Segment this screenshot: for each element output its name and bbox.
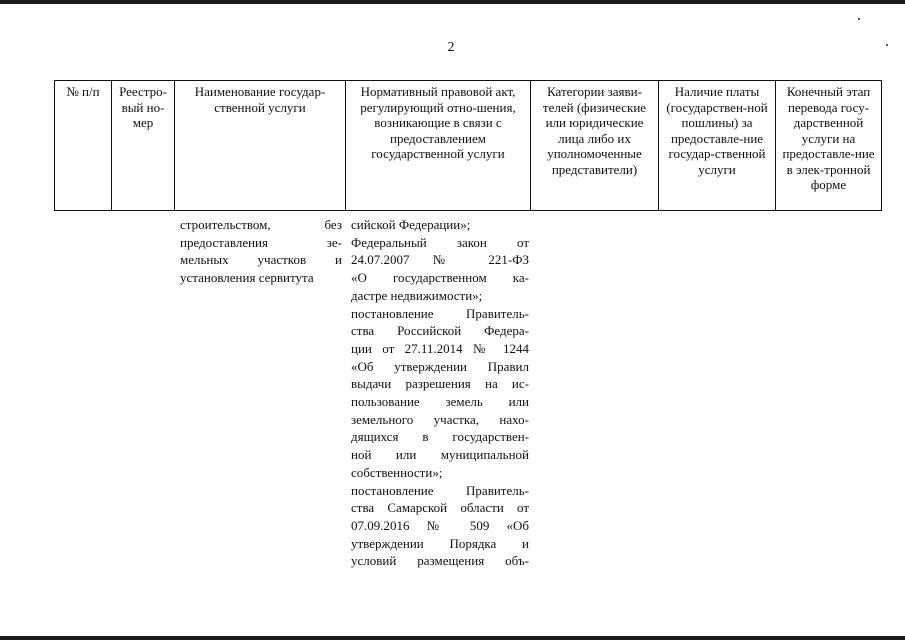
text-line: выдачи разрешения на ис- (351, 376, 529, 392)
service-name-cell (180, 216, 342, 287)
text-line: ции от 27.11.2014 № 1244 (351, 340, 529, 356)
text-line: собственности»; (351, 464, 443, 480)
text-line: земельного участка, нахо- (351, 411, 529, 427)
page-number: 2 (447, 40, 455, 55)
text-line: строительством, без (180, 217, 342, 232)
text-line: предоставления зе- (180, 234, 342, 250)
text-line: Федеральный закон от (351, 234, 529, 250)
text-line: «О государственном ка- (351, 270, 529, 286)
header-fee: Наличие платы (государствен-ной пошлины) за предоставле-ние государ-ственной услуги (659, 81, 776, 211)
table-header-row (55, 81, 882, 211)
header-applicant-categories: Категории заяви-телей (физические или юридические лица либо их уполномоченные представители) (531, 81, 659, 211)
text-line: пользование земель или (351, 394, 529, 410)
text-line: ства Самарской области от (351, 500, 529, 516)
header-service-name: Наименование государ-ственной услуги (175, 81, 346, 211)
text-line: постановление Правитель- (351, 482, 529, 498)
text-line: ства Российской Федера- (351, 323, 529, 339)
header-final-stage: Конечный этап перевода госу-дарственной услуги на предоставле-ние в элек-тронной форме (776, 81, 882, 211)
scan-edge-bottom (0, 636, 905, 640)
scan-edge-top (0, 0, 905, 4)
text-line: «Об утверждении Правил (351, 358, 529, 374)
header-registry-number: Реестро-вый но-мер (112, 81, 175, 211)
header-number: № п/п (55, 81, 112, 211)
text-line: сийской Федерации»; (351, 217, 471, 232)
scan-speck (858, 18, 860, 20)
header-legal-act: Нормативный правовой акт, регулирующий отно-шения, возникающие в связи с предоставлением государственной услуги (346, 81, 531, 211)
table-header (54, 80, 882, 211)
legal-act-cell (351, 216, 529, 570)
text-line: условий размещения объ- (351, 553, 529, 569)
text-line: дастре недвижимости»; (351, 287, 483, 303)
scan-speck (886, 44, 888, 46)
text-line: 07.09.2016 № 509 «Об (351, 517, 529, 533)
text-line: 24.07.2007 № 221-ФЗ (351, 252, 529, 268)
text-line: ной или муниципальной (351, 447, 529, 463)
text-line: мельных участков и (180, 252, 342, 268)
text-line: дящихся в государствен- (351, 429, 529, 445)
text-line: установления сервитута (180, 270, 314, 286)
text-line: постановление Правитель- (351, 305, 529, 321)
text-line: утверждении Порядка и (351, 535, 529, 551)
